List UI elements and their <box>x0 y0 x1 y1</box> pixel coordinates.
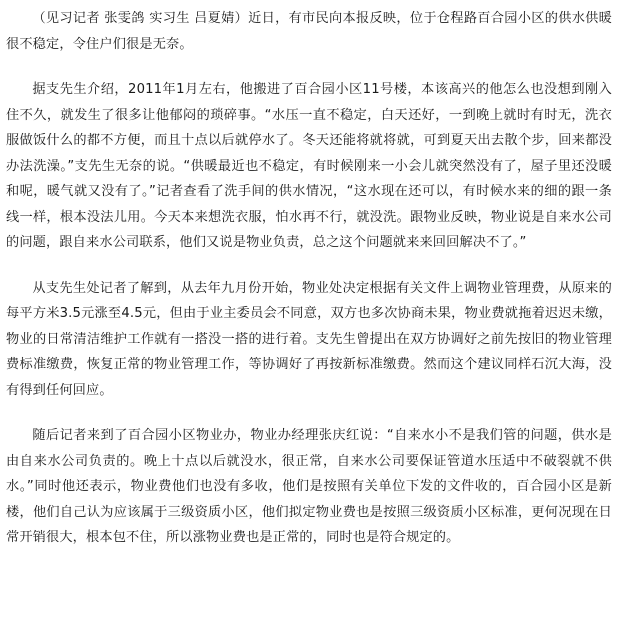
article-paragraph-3: 从支先生处记者了解到，从去年九月份开始，物业处决定根据有关文件上调物业管理费，从原来的每平方米3.5元涨至4.5元，但由于业主委员会不同意，双方也多次协商未果，物业费就拖着迟迟未缴，物业的日常清洁维护工作就有一搭没一搭的进行着。支先生曾提出在双方协调好之前先按旧的物业管理费标准缴费，恢复正常的物业管理工作，等协调好了再按新标准缴费。然而这个建议同样石沉大海，没有得到任何回应。 <box>6 280 612 398</box>
article-paragraph-1: （见习记者 张雯鸽 实习生 吕夏婧）近日，有市民向本报反映，位于仓程路百合园小区的供水供暖很不稳定，令住户们很是无奈。 <box>6 11 612 52</box>
article-body <box>6 6 612 551</box>
article-paragraph-4: 随后记者来到了百合园小区物业办，物业办经理张庆红说：“自来水小不是我们管的问题，供水是由自来水公司负责的。晚上十点以后就没水，很正常，自来水公司要保证管道水压适中不破裂就不供水。”同时他还表示，物业费他们也没有多收，他们是按照有关单位下发的文件收的，百合园小区是新楼，他们自己认为应该属于三级资质小区，他们拟定物业费也是按照三级资质小区标准，更何况现在日常开销很大，根本包不住，所以涨物业费也是正常的，同时也是符合规定的。 <box>6 428 612 545</box>
article-paragraph-2: 据支先生介绍，2011年1月左右，他搬进了百合园小区11号楼，本该高兴的他怎么也没想到刚入住不久，就发生了很多让他郁闷的琐碎事。“水压一直不稳定，白天还好，一到晚上就时有时无，洗衣服做饭什么的都不方便，而且十点以后就停水了。冬天还能将就将就，可到夏天出去散个步，回来都没办法洗澡。”支先生无奈的说。“供暖最近也不稳定，有时候刚来一小会儿就突然没有了，屋子里还没暖和呢，暖气就又没有了。”记者查看了洗手间的供水情况，“这水现在还可以，有时候水来的细的跟一条线一样，根本没法儿用。今天本来想洗衣服，怕水再不行，就没洗。跟物业反映，物业说是自来水公司的问题，跟自来水公司联系，他们又说是物业负责，总之这个问题就来来回回解决不了。” <box>6 82 612 250</box>
